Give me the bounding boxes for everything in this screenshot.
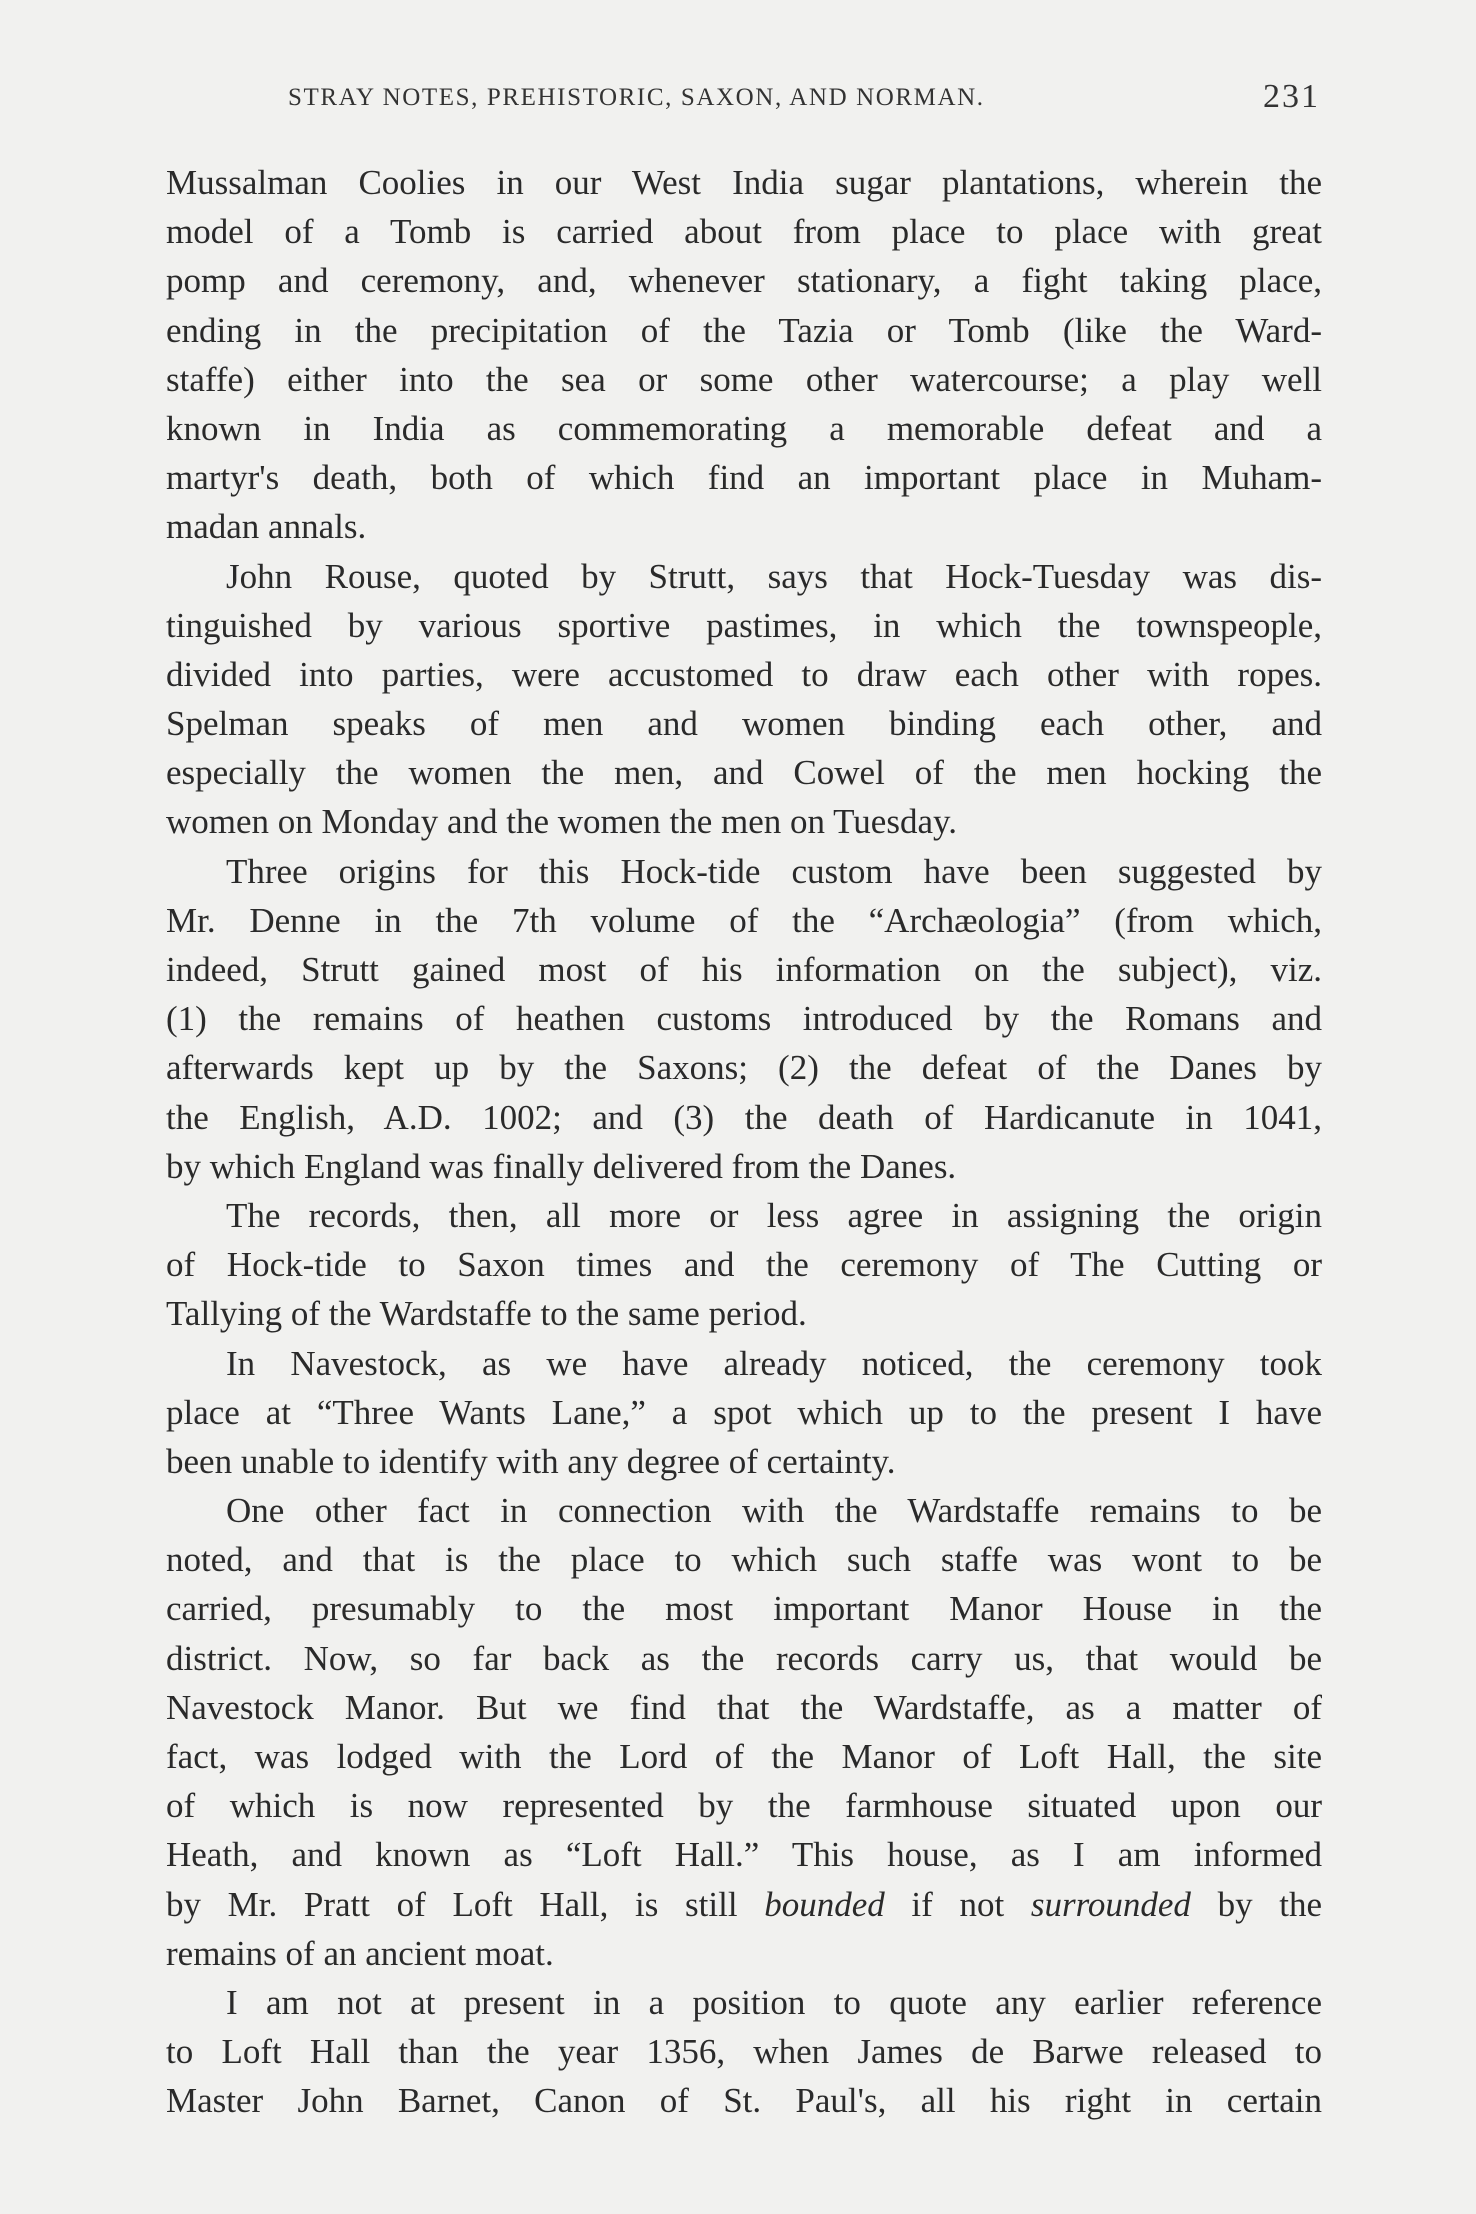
text-line: (1) the remains of heathen customs introduced by the Romans and (166, 999, 1322, 1039)
text-line: Navestock Manor. But we find that the Wardstaffe, as a matter of (166, 1687, 1322, 1727)
text-line: afterwards kept up by the Saxons; (2) the defeat of the Danes by (166, 1048, 1322, 1088)
text-line: ending in the precipitation of the Tazia or Tomb (like the Ward- (166, 310, 1322, 350)
text-line: pomp and ceremony, and, whenever stationary, a fight taking place, (166, 261, 1322, 301)
text-line: tinguished by various sportive pastimes, in which the townspeople, (166, 605, 1322, 645)
text-line: Heath, and known as “Loft Hall.” This house, as I am informed (166, 1835, 1322, 1875)
text-line: been unable to identify with any degree of certainty. (166, 1441, 896, 1481)
text-line: Three origins for this Hock-tide custom have been suggested by (226, 851, 1322, 891)
text-line: madan annals. (166, 507, 367, 547)
text-line: fact, was lodged with the Lord of the Manor of Loft Hall, the site (166, 1737, 1322, 1776)
text-line: of Hock-tide to Saxon times and the ceremony of The Cutting or (166, 1245, 1322, 1285)
running-title: STRAY NOTES, PREHISTORIC, SAXON, AND NORMAN. (288, 84, 985, 111)
body-text (166, 158, 1322, 2126)
italic-word-surrounded: surrounded (1030, 1884, 1191, 1924)
italic-word-bounded: bounded (764, 1884, 885, 1924)
text-line: women on Monday and the women the men on Tuesday. (166, 802, 957, 842)
text-line: the English, A.D. 1002; and (3) the death of Hardicanute in 1041, (166, 1097, 1322, 1137)
text-line: Tallying of the Wardstaffe to the same period. (166, 1294, 807, 1334)
text-line: divided into parties, were accustomed to draw each other with ropes. (166, 654, 1322, 694)
text-line: to Loft Hall than the year 1356, when James de Barwe released to (166, 2032, 1322, 2072)
text-line-with-italics (166, 1880, 1322, 1929)
text-line: place at “Three Wants Lane,” a spot which up to the present I have (166, 1392, 1322, 1432)
text-line: by which England was finally delivered from the Danes. (166, 1146, 957, 1186)
text-line: In Navestock, as we have already noticed, the ceremony took (226, 1343, 1322, 1383)
text-line: of which is now represented by the farmhouse situated upon our (166, 1786, 1322, 1826)
text-segment: by Mr. Pratt of Loft Hall, is still (166, 1884, 765, 1924)
text-line: I am not at present in a position to quote any earlier reference (226, 1982, 1322, 2022)
text-line: Mussalman Coolies in our West India sugar plantations, wherein the (166, 163, 1322, 202)
text-line: The records, then, all more or less agree in assigning the origin (226, 1195, 1322, 1235)
text-line: carried, presumably to the most important Manor House in the (166, 1589, 1322, 1629)
text-line: district. Now, so far back as the records carry us, that would be (166, 1638, 1322, 1678)
text-line: John Rouse, quoted by Strutt, says that Hock-Tuesday was dis- (226, 556, 1322, 596)
text-line: Mr. Denne in the 7th volume of the “Archæologia” (from which, (166, 900, 1322, 940)
text-line: remains of an ancient moat. (166, 1933, 554, 1973)
text-segment: by the (1190, 1884, 1322, 1924)
text-line: martyr's death, both of which find an important place in Muham- (166, 458, 1322, 498)
text-line: especially the women the men, and Cowel of the men hocking the (166, 753, 1322, 793)
text-line: Spelman speaks of men and women binding each other, and (166, 704, 1322, 744)
text-line: staffe) either into the sea or some other watercourse; a play well (166, 359, 1322, 399)
text-line: noted, and that is the place to which such staffe was wont to be (166, 1540, 1322, 1580)
text-line: One other fact in connection with the Wardstaffe remains to be (226, 1491, 1322, 1531)
text-line: known in India as commemorating a memorable defeat and a (166, 408, 1322, 448)
text-segment: if not (884, 1884, 1031, 1924)
text-line: model of a Tomb is carried about from place to place with great (166, 212, 1322, 252)
page-number: 231 (1263, 78, 1320, 115)
text-line: Master John Barnet, Canon of St. Paul's, all his right in certain (166, 2081, 1322, 2121)
text-line: indeed, Strutt gained most of his information on the subject), viz. (166, 950, 1322, 989)
running-head (168, 78, 1320, 124)
